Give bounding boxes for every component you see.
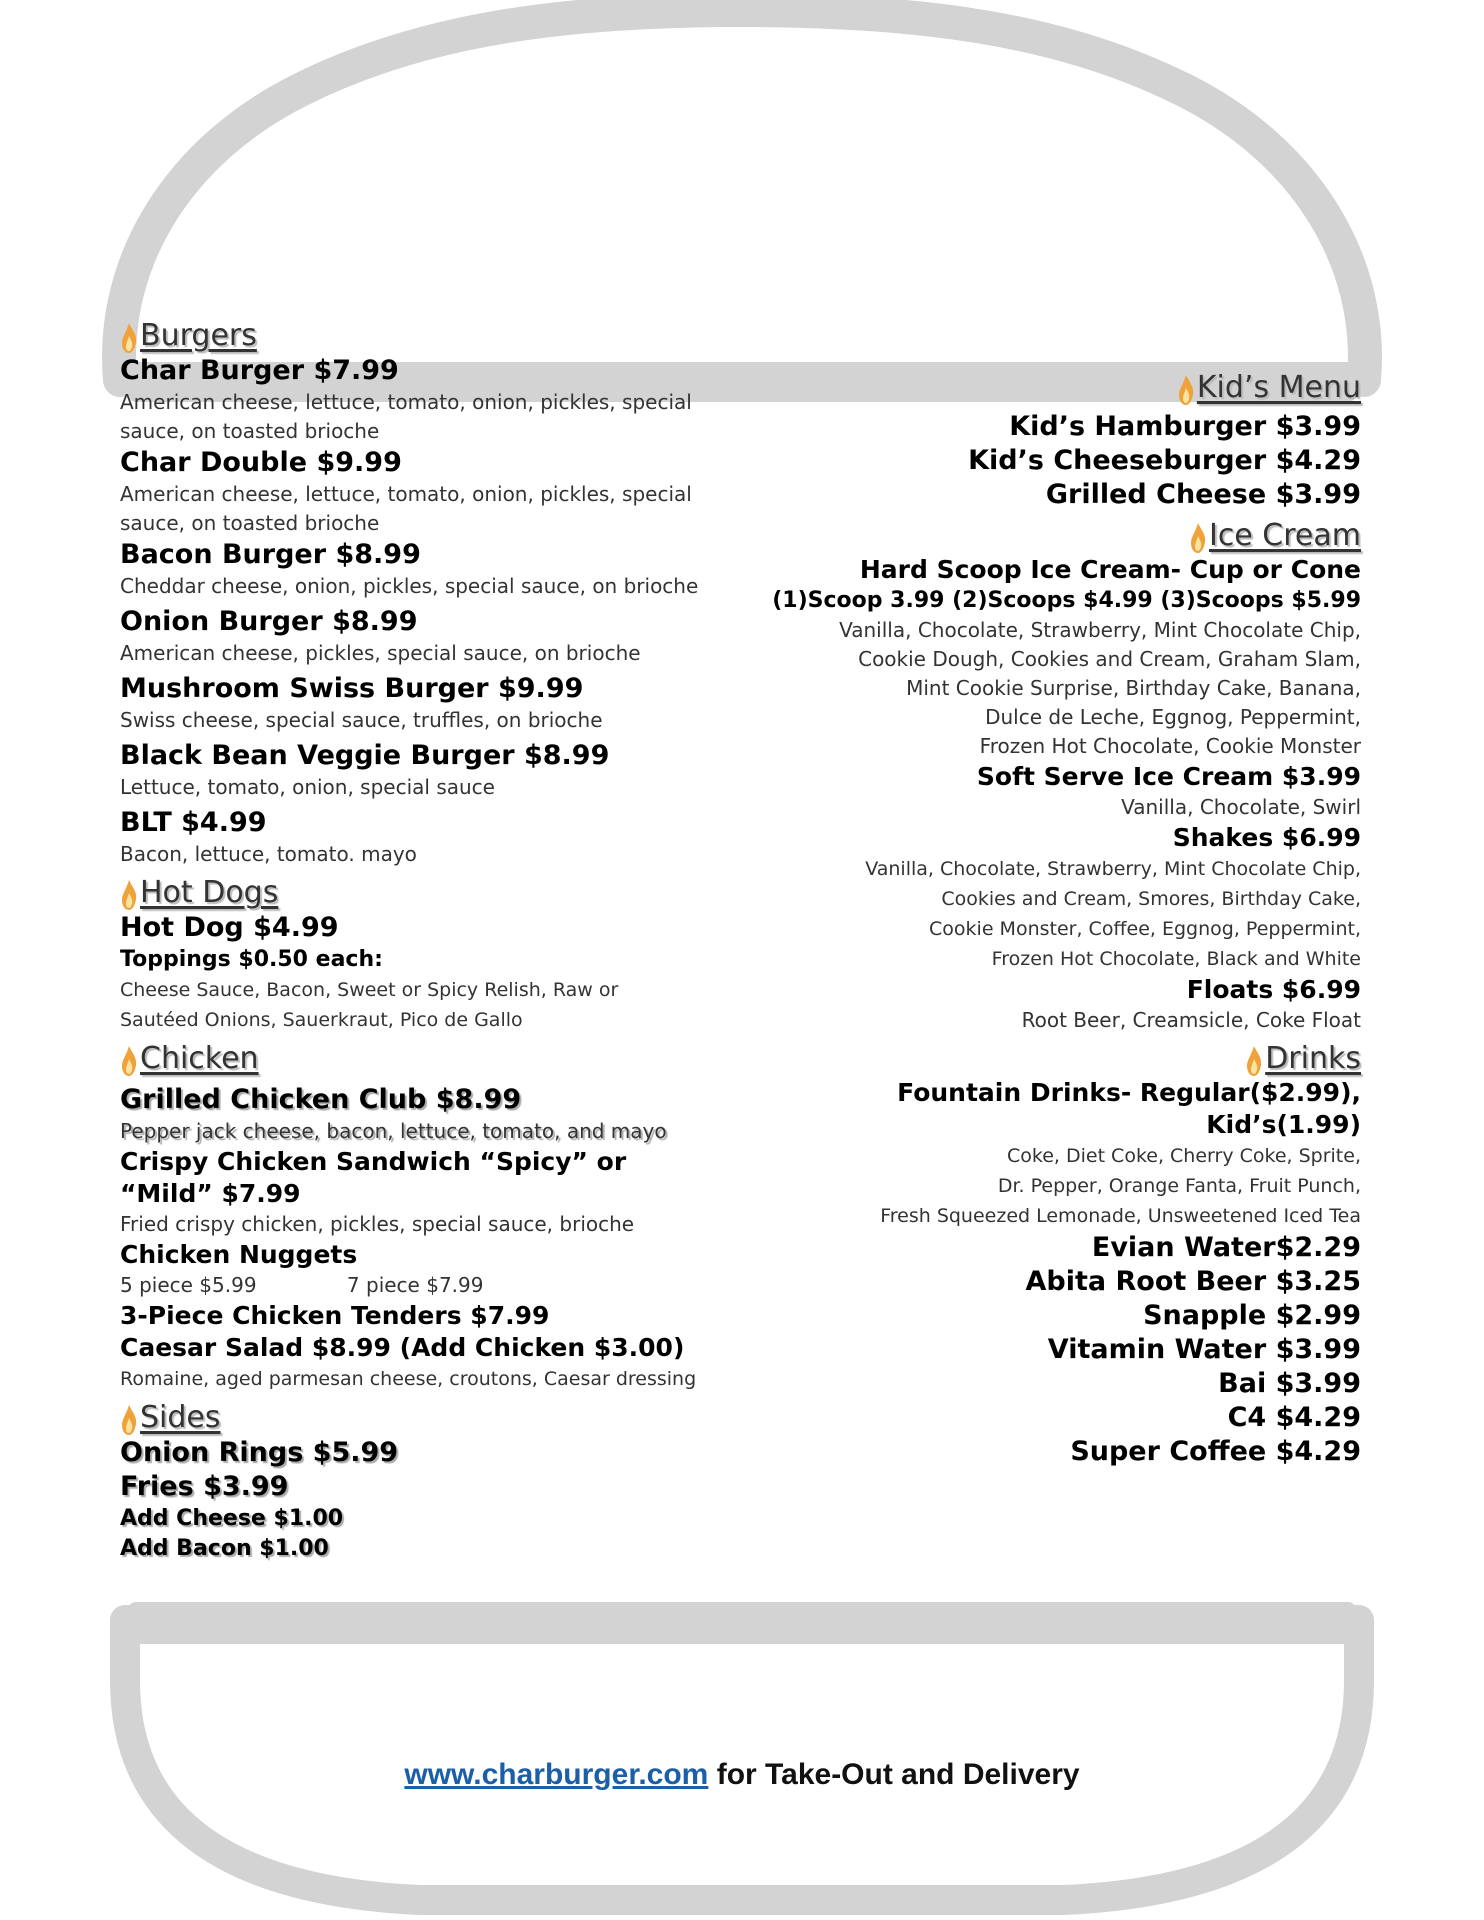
- item-description: Romaine, aged parmesan cheese, croutons, Caesar dressing: [120, 1368, 697, 1390]
- left-column: [120, 312, 720, 1564]
- flame-icon: [1245, 1045, 1263, 1077]
- menu-item: Bacon Burger $8.99: [120, 539, 421, 570]
- menu-item: Grilled Chicken Club $8.99: [120, 1084, 522, 1115]
- item-description: American cheese, lettuce, tomato, onion, pickles, special: [120, 390, 692, 414]
- menu-item: Black Bean Veggie Burger $8.99: [120, 740, 610, 771]
- footer: [0, 1758, 1484, 1792]
- menu-item: C4 $4.29: [1227, 1402, 1361, 1433]
- flame-icon: [1177, 374, 1195, 406]
- item-description: Pepper jack cheese, bacon, lettuce, tomato, and mayo: [120, 1119, 667, 1143]
- hot-dogs-title: Hot Dogs: [140, 875, 279, 910]
- shake-flavors: Frozen Hot Chocolate, Black and White: [991, 948, 1361, 970]
- sides-title: Sides: [140, 1400, 221, 1435]
- add-on: Add Cheese $1.00: [120, 1506, 344, 1531]
- menu-item: Bai $3.99: [1218, 1368, 1361, 1399]
- menu-item: Super Coffee $4.29: [1070, 1436, 1361, 1467]
- toppings-list: Sautéed Onions, Sauerkraut, Pico de Gallo: [120, 1009, 523, 1031]
- toppings-label: Toppings $0.50 each:: [120, 947, 383, 972]
- flavors-list: Cookie Dough, Cookies and Cream, Graham Slam,: [858, 647, 1361, 671]
- item-description: Cheddar cheese, onion, pickles, special sauce, on brioche: [120, 574, 699, 598]
- menu-item: Evian Water$2.29: [1091, 1232, 1361, 1263]
- item-description: Vanilla, Chocolate, Swirl: [1121, 795, 1361, 819]
- website-link[interactable]: www.charburger.com: [404, 1758, 709, 1791]
- item-description: Root Beer, Creamsicle, Coke Float: [1021, 1008, 1361, 1032]
- menu-item: Char Double $9.99: [120, 447, 402, 478]
- item-description: Fried crispy chicken, pickles, special sauce, brioche: [120, 1212, 635, 1236]
- item-description: American cheese, lettuce, tomato, onion, pickles, special: [120, 482, 692, 506]
- add-on: Add Bacon $1.00: [120, 1536, 329, 1561]
- flame-icon: [120, 322, 138, 354]
- menu-item: Onion Burger $8.99: [120, 606, 418, 637]
- menu-item: Char Burger $7.99: [120, 355, 399, 386]
- menu-item: Crispy Chicken Sandwich “Spicy” or “Mild” $7.99: [120, 1147, 627, 1208]
- flame-icon: [120, 1404, 138, 1436]
- right-column: [760, 364, 1361, 1469]
- fountain-options: Coke, Diet Coke, Cherry Coke, Sprite,: [1006, 1145, 1361, 1167]
- ice-cream-title: Ice Cream: [1208, 518, 1361, 553]
- menu-item: Fountain Drinks- Regular($2.99), Kid’s(1.99): [897, 1078, 1361, 1139]
- menu-item: Onion Rings $5.99: [120, 1437, 399, 1468]
- sides-heading: [120, 1396, 720, 1436]
- ice-cream-heading: [760, 514, 1361, 554]
- menu-item: Vitamin Water $3.99: [1047, 1334, 1361, 1365]
- menu-item: Hard Scoop Ice Cream- Cup or Cone: [859, 555, 1361, 584]
- drinks-title: Drinks: [1265, 1041, 1361, 1076]
- chicken-heading: [120, 1037, 720, 1077]
- kids-menu-heading: [760, 366, 1361, 406]
- flavors-list: Mint Cookie Surprise, Birthday Cake, Banana,: [906, 676, 1361, 700]
- item-description: Swiss cheese, special sauce, truffles, on brioche: [120, 708, 603, 732]
- menu-item: Caesar Salad $8.99 (Add Chicken $3.00): [120, 1333, 685, 1362]
- menu-item: Chicken Nuggets: [120, 1240, 358, 1269]
- bottom-patty-band: [128, 1602, 1356, 1644]
- chicken-title: Chicken: [140, 1041, 259, 1076]
- shake-flavors: Vanilla, Chocolate, Strawberry, Mint Chocolate Chip,: [865, 858, 1361, 880]
- flame-icon: [120, 879, 138, 911]
- menu-item: Snapple $2.99: [1143, 1300, 1361, 1331]
- fountain-options: Fresh Squeezed Lemonade, Unsweetened Iced Tea: [880, 1205, 1361, 1227]
- burgers-heading: [120, 314, 720, 354]
- toppings-list: Cheese Sauce, Bacon, Sweet or Spicy Relish, Raw or: [120, 979, 619, 1001]
- item-description: sauce, on toasted brioche: [120, 511, 380, 535]
- item-description: sauce, on toasted brioche: [120, 419, 380, 443]
- flame-icon: [1189, 522, 1207, 554]
- footer-text: for Take-Out and Delivery: [708, 1758, 1080, 1791]
- menu-item: BLT $4.99: [120, 807, 267, 838]
- menu-item: Soft Serve Ice Cream $3.99: [976, 762, 1361, 791]
- flavors-list: Frozen Hot Chocolate, Cookie Monster: [979, 734, 1361, 758]
- scoop-prices: (1)Scoop 3.99 (2)Scoops $4.99 (3)Scoops $5.99: [772, 588, 1361, 613]
- item-description: Lettuce, tomato, onion, special sauce: [120, 775, 495, 799]
- item-description: American cheese, pickles, special sauce, on brioche: [120, 641, 641, 665]
- menu-item: Grilled Cheese $3.99: [1045, 479, 1361, 510]
- hot-dogs-heading: [120, 871, 720, 911]
- shake-flavors: Cookie Monster, Coffee, Eggnog, Peppermint,: [929, 918, 1361, 940]
- nuggets-options: [120, 1271, 720, 1300]
- shake-flavors: Cookies and Cream, Smores, Birthday Cake,: [941, 888, 1361, 910]
- drinks-heading: [760, 1037, 1361, 1077]
- item-description: Bacon, lettuce, tomato. mayo: [120, 842, 417, 866]
- flavors-list: Vanilla, Chocolate, Strawberry, Mint Chocolate Chip,: [839, 618, 1361, 642]
- menu-item: Kid’s Cheeseburger $4.29: [968, 445, 1361, 476]
- menu-item: Kid’s Hamburger $3.99: [1009, 411, 1361, 442]
- nuggets-5-piece: 5 piece $5.99: [120, 1273, 257, 1297]
- menu-item: Shakes $6.99: [1172, 823, 1361, 852]
- menu-item: Hot Dog $4.99: [120, 912, 339, 943]
- menu-item: Mushroom Swiss Burger $9.99: [120, 673, 584, 704]
- fountain-options: Dr. Pepper, Orange Fanta, Fruit Punch,: [997, 1175, 1361, 1197]
- burgers-title: Burgers: [140, 318, 257, 353]
- flame-icon: [120, 1045, 138, 1077]
- nuggets-7-piece: 7 piece $7.99: [346, 1273, 484, 1297]
- menu-item: 3-Piece Chicken Tenders $7.99: [120, 1301, 550, 1330]
- menu-item: Floats $6.99: [1186, 975, 1361, 1004]
- menu-item: Fries $3.99: [120, 1471, 289, 1502]
- flavors-list: Dulce de Leche, Eggnog, Peppermint,: [985, 705, 1361, 729]
- menu-item: Abita Root Beer $3.25: [1025, 1266, 1361, 1297]
- kids-menu-title: Kid’s Menu: [1196, 370, 1361, 405]
